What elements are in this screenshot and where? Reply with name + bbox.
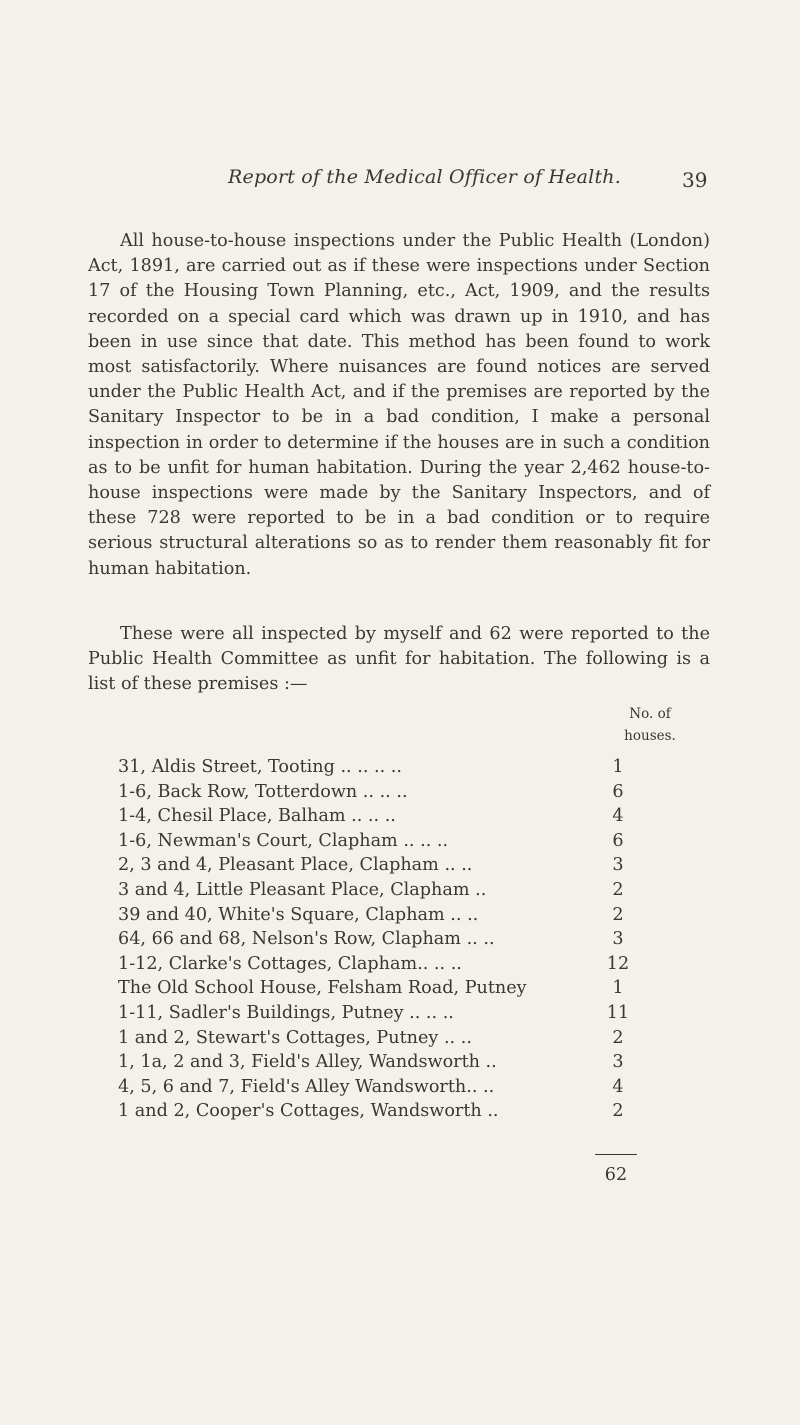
table-row: [118, 853, 678, 878]
column-header-line-1: No. of: [629, 706, 671, 722]
total-rule: [595, 1154, 637, 1155]
premises-name: 31, Aldis Street, Tooting .. .. .. ..: [118, 757, 402, 777]
premises-name: 1-4, Chesil Place, Balham .. .. ..: [118, 806, 396, 827]
table-row: [118, 1026, 678, 1051]
house-count: 11: [606, 1002, 630, 1023]
table-row: [118, 829, 678, 854]
table-row: [118, 755, 678, 780]
premises-name: 64, 66 and 68, Nelson's Row, Clapham .. ..: [118, 929, 495, 950]
table-row: [118, 927, 678, 952]
house-count: 2: [612, 1101, 624, 1122]
table-row: [118, 804, 678, 829]
house-count: 12: [606, 953, 630, 974]
table-row: [118, 952, 678, 977]
house-count: 3: [612, 929, 624, 950]
premises-name: 1-6, Newman's Court, Clapham .. .. ..: [118, 830, 449, 851]
house-count: 6: [612, 781, 624, 802]
running-title: Report of the Medical Officer of Health.: [228, 166, 621, 188]
paragraph-unfit-premises: These were all inspected by myself and 62 were reported to the Public Health Committee as unfit for habitation. The following is a list of these premises :—: [88, 624, 710, 695]
table-row: [118, 1001, 678, 1026]
table-row: [118, 780, 678, 805]
premises-name: 4, 5, 6 and 7, Field's Alley Wandsworth.. ..: [118, 1076, 495, 1097]
total-houses: 62: [604, 1165, 628, 1185]
house-count: 3: [612, 855, 624, 876]
page-header: [0, 166, 800, 196]
table-row: [118, 1050, 678, 1075]
premises-name: 1, 1a, 2 and 3, Field's Alley, Wandsworth ..: [118, 1052, 497, 1073]
house-count: 3: [612, 1052, 624, 1073]
house-count: 4: [612, 806, 624, 827]
house-count: 2: [612, 904, 624, 925]
premises-name: 1 and 2, Cooper's Cottages, Wandsworth ..: [118, 1101, 499, 1122]
premises-name: 1-12, Clarke's Cottages, Clapham.. .. ..: [118, 953, 462, 974]
house-count: 1: [612, 978, 624, 999]
premises-name: 1-11, Sadler's Buildings, Putney .. .. ..: [118, 1002, 454, 1023]
premises-name: The Old School House, Felsham Road, Putney: [118, 978, 527, 999]
house-count: 2: [612, 1027, 624, 1048]
table-row: [118, 976, 678, 1001]
house-count: 6: [612, 830, 624, 851]
paragraph-inspections: All house-to-house inspections under the Public Health (London) Act, 1891, are carried out as if these were inspections under Section 17 of the Housing Town Planning, etc., Act, 1909, and the results recorded on a special card which was drawn up in 1910, and has been in use since that date. This method has been found to work most satisfactorily. Where nuisances are found notices are served under the Public Health Act, and if the premises are reported by the Sanitary Inspector to be in a bad condition, I make a personal inspection in order to determine if the houses are in such a condition as to be unfit for human habitation. During the year 2,462 house-to-house inspections were made by the Sanitary Inspectors, and of these 728 were reported to be in a bad condition or to require serious structural alterations so as to render them reasonably fit for human habitation.: [88, 231, 710, 579]
premises-name: 39 and 40, White's Square, Clapham .. ..: [118, 904, 479, 925]
table-row: [118, 878, 678, 903]
house-count: 2: [612, 879, 624, 900]
column-header-line-2: houses.: [624, 728, 676, 744]
premises-name: 2, 3 and 4, Pleasant Place, Clapham .. ..: [118, 855, 473, 876]
premises-name: 1 and 2, Stewart's Cottages, Putney .. ..: [118, 1027, 472, 1048]
house-count: 4: [612, 1076, 624, 1097]
table-row: [118, 1075, 678, 1100]
premises-name: 3 and 4, Little Pleasant Place, Clapham ..: [118, 879, 487, 900]
table-row: [118, 1099, 678, 1124]
house-count: 1: [612, 757, 624, 777]
column-header-no-of-houses: [600, 703, 700, 747]
premises-list: [118, 755, 678, 1124]
table-row: [118, 903, 678, 928]
page-number: 39: [682, 168, 708, 192]
premises-name: 1-6, Back Row, Totterdown .. .. ..: [118, 781, 408, 802]
